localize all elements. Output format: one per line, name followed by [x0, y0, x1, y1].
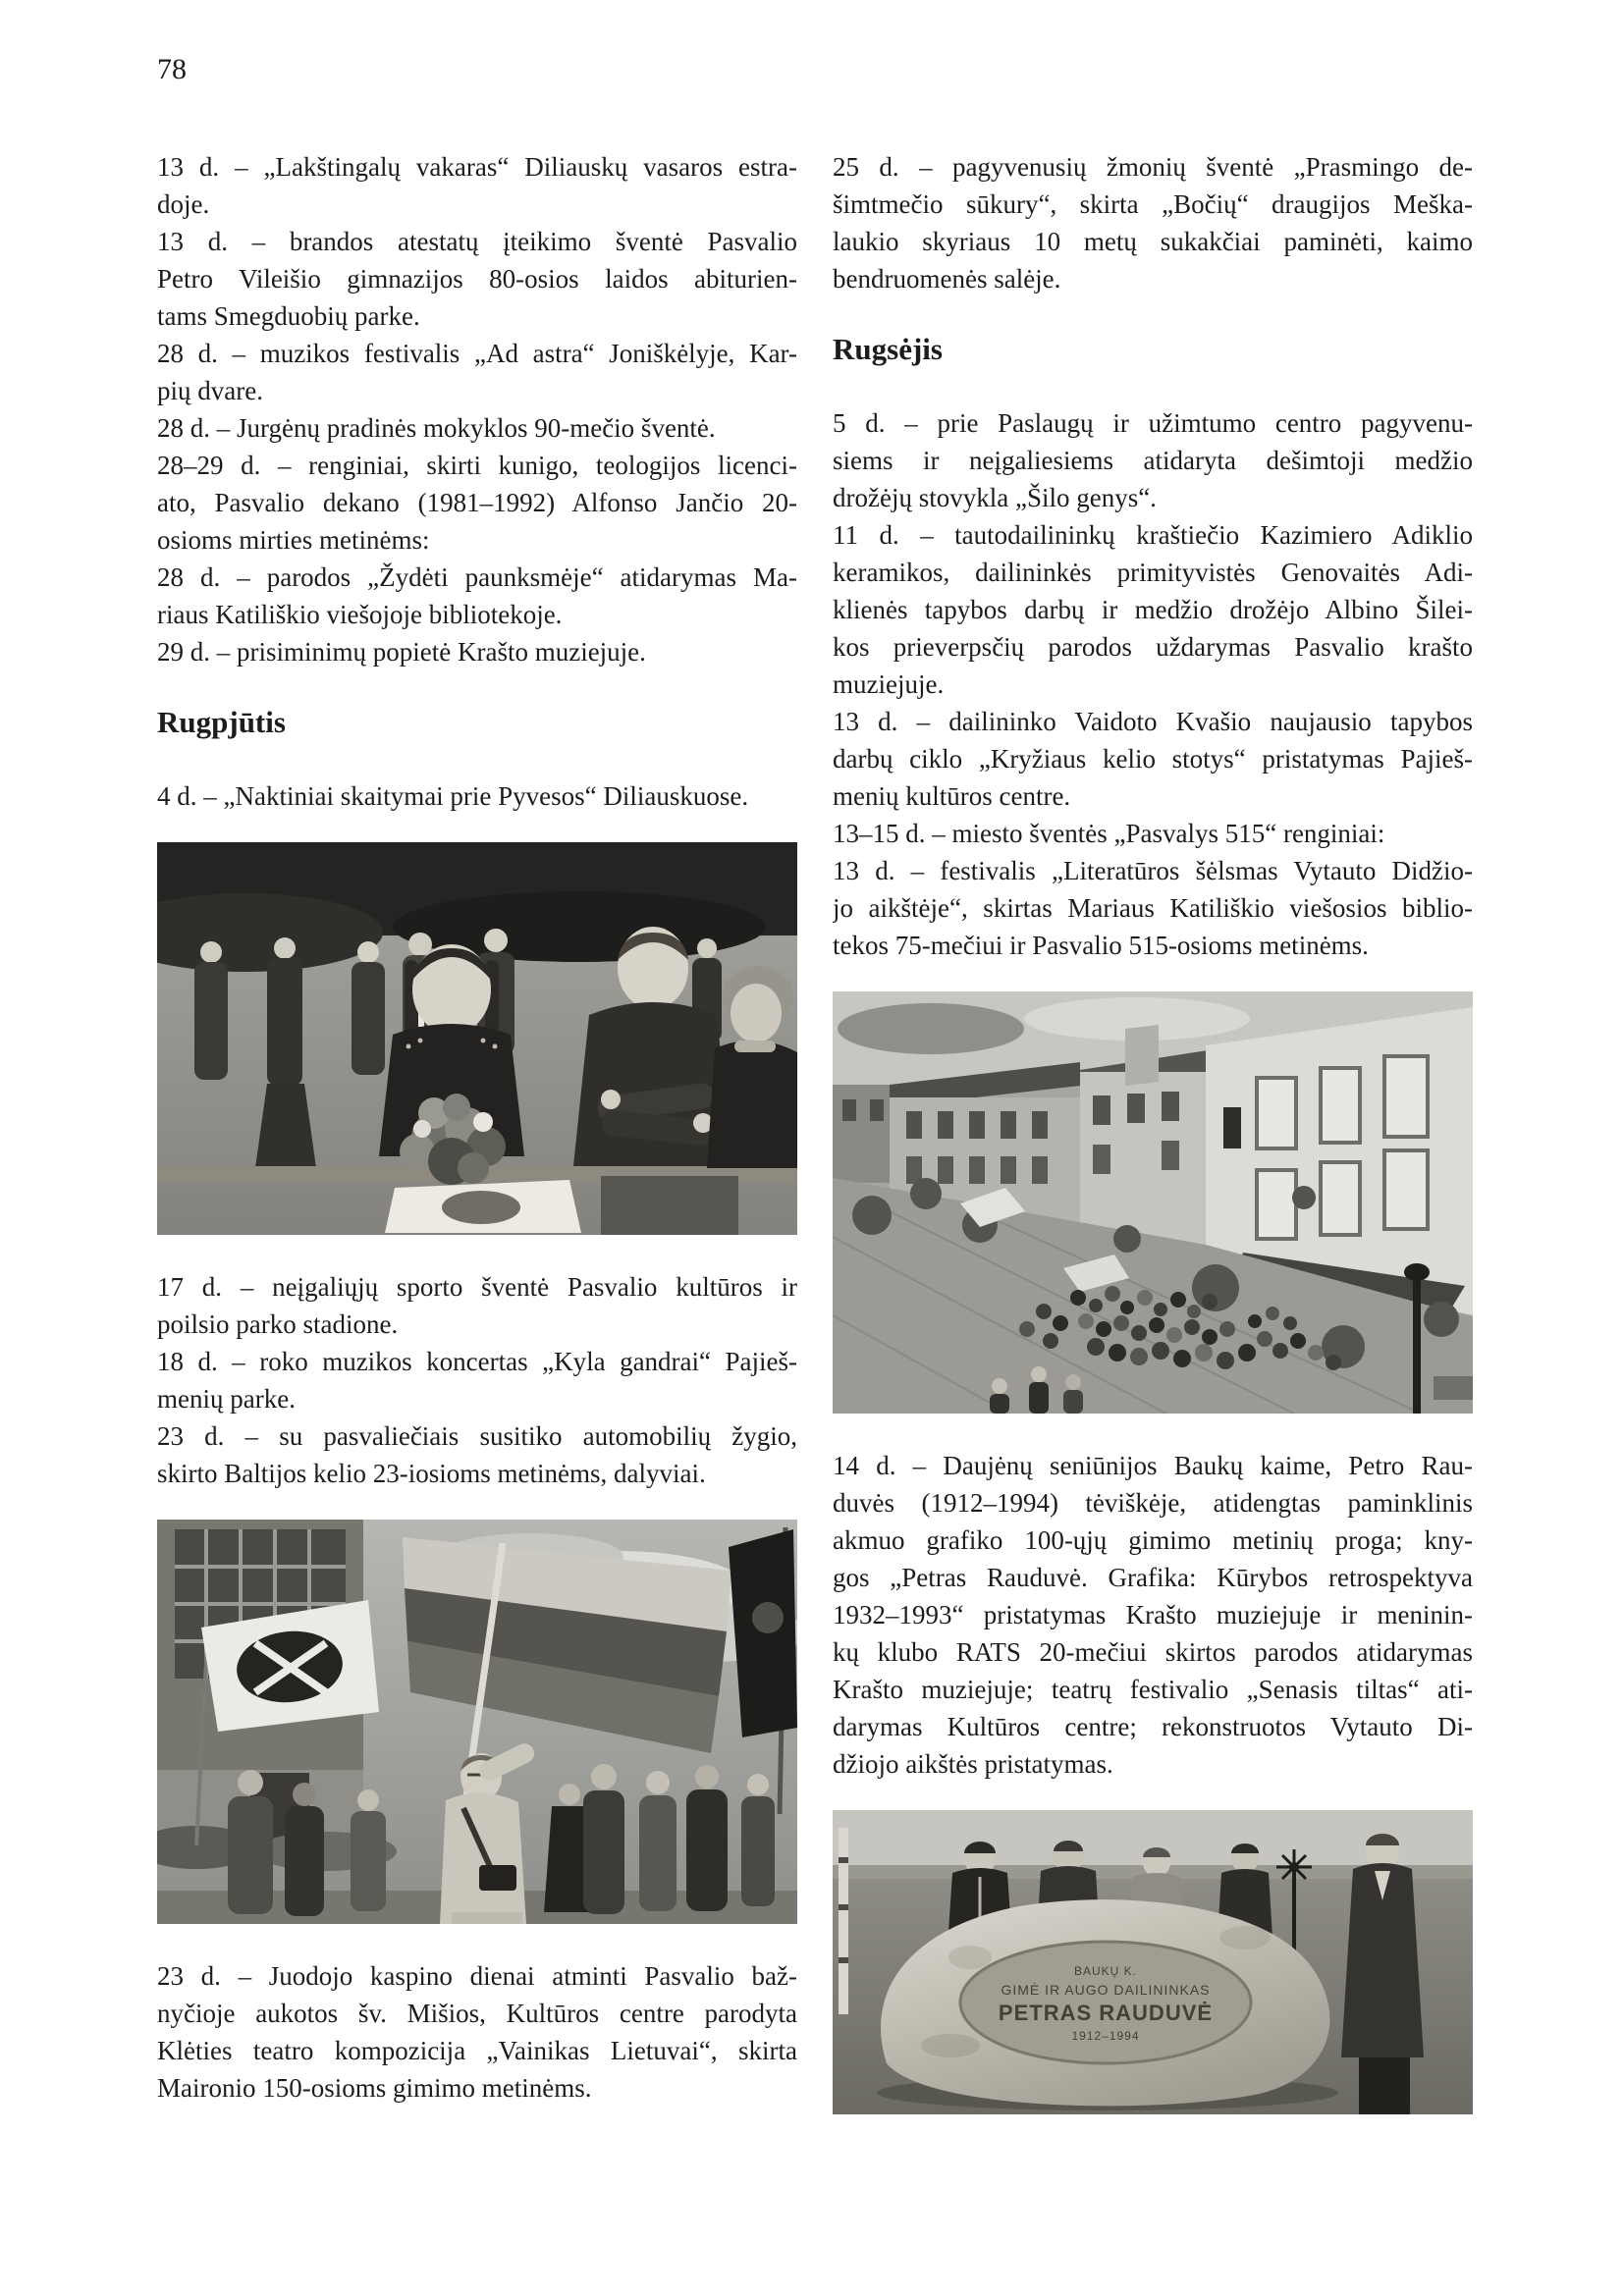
svg-text:GIMĖ IR AUGO DAILININKAS: GIMĖ IR AUGO DAILININKAS — [1001, 1982, 1211, 1998]
text-line: 13 d. – brandos atestatų įteikimo šventė Pasvalio — [157, 227, 797, 256]
text-line: muziejuje. — [833, 669, 945, 699]
page-number: 78 — [157, 53, 187, 85]
svg-text:BAUKŲ K.: BAUKŲ K. — [1073, 1964, 1138, 1978]
text-line: laukio skyriaus 10 metų sukakčiai paminėti, kaimo — [833, 227, 1473, 256]
photo-town-square — [833, 991, 1473, 1414]
text-line: 28 d. – muzikos festivalis „Ad astra“ Joniškėlyje, Kar- — [157, 339, 797, 368]
text-line: pių dvare. — [157, 376, 263, 405]
paragraph-august-opening — [157, 777, 797, 815]
text-line: darymas Kultūros centre; rekonstruotos Vytauto Di- — [833, 1712, 1473, 1741]
text-line: poilsio parko stadione. — [157, 1309, 399, 1339]
svg-text:PETRAS RAUDUVĖ: PETRAS RAUDUVĖ — [998, 2001, 1214, 2025]
text-line: tekos 75-mečiui ir Pasvalio 515-osioms metinėms. — [833, 931, 1369, 960]
text-line: klienės tapybos darbų ir medžio drožėjo Albino Šilei- — [833, 595, 1473, 624]
paragraph-august-events — [157, 1268, 797, 1492]
two-column-layout — [157, 148, 1473, 2114]
text-line: 17 d. – neįgaliųjų sporto šventė Pasvalio kultūros ir — [157, 1272, 797, 1302]
text-line: 5 d. – prie Paslaugų ir užimtumo centro pagyvenu- — [833, 408, 1473, 438]
paragraph-july-closing — [833, 148, 1473, 297]
text-line: darbų ciklo „Kryžiaus kelio stotys“ pristatymas Pajieš- — [833, 744, 1473, 774]
photo-town-square-illustration — [833, 991, 1473, 1414]
text-line: Krašto muziejuje; teatrų festivalio „Senasis tiltas“ ati- — [833, 1675, 1473, 1704]
text-line: menių parke. — [157, 1384, 296, 1414]
left-column — [157, 148, 797, 2114]
text-line: ato, Pasvalio dekano (1981–1992) Alfonso Jančio 20- — [157, 488, 797, 517]
text-line: 13 d. – „Lakštingalų vakaras“ Diliauskų vasaros estra- — [157, 152, 797, 182]
text-line: 11 d. – tautodailininkų kraštiečio Kazimiero Adiklio — [833, 520, 1473, 550]
text-line: bendruomenės salėje. — [833, 264, 1061, 294]
text-line: 23 d. – su pasvaliečiais susitiko automobilių žygio, — [157, 1421, 797, 1451]
text-line: drožėjų stovykla „Šilo genys“. — [833, 483, 1157, 512]
paragraph-august-closing — [157, 1957, 797, 2107]
text-line: siems ir neįgaliesiems atidaryta dešimtoji medžio — [833, 446, 1473, 475]
photo-memorial-stone-illustration — [833, 1810, 1473, 2114]
text-line: doje. — [157, 189, 210, 219]
text-line: 4 d. – „Naktiniai skaitymai prie Pyvesos“ Diliauskuose. — [157, 781, 749, 811]
text-line: jo aikštėje“, skirtas Mariaus Katiliškio viešosios biblio- — [833, 893, 1473, 923]
text-line: akmuo grafiko 100-ųjų gimimo metinių proga; kny- — [833, 1525, 1473, 1555]
text-line: kos prieverpsčių parodos uždarymas Pasvalio krašto — [833, 632, 1473, 662]
text-line: gos „Petras Rauduvė. Grafika: Kūrybos retrospektyva — [833, 1563, 1473, 1592]
text-line: džiojo aikštės pristatymas. — [833, 1749, 1113, 1779]
text-line: Maironio 150-osioms gimimo metinėms. — [157, 2073, 592, 2103]
photo-flags-rally — [157, 1520, 797, 1924]
heading-september: Rugsėjis — [833, 332, 943, 366]
photo-night-readings — [157, 842, 797, 1235]
text-line: 29 d. – prisiminimų popietė Krašto muziejuje. — [157, 637, 646, 667]
text-line: 23 d. – Juodojo kaspino dienai atminti Pasvalio baž- — [157, 1961, 797, 1991]
paragraph-september-closing — [833, 1447, 1473, 1783]
text-line: 13–15 d. – miesto šventės „Pasvalys 515“ renginiai: — [833, 819, 1385, 848]
text-line: 13 d. – dailininko Vaidoto Kvašio naujausio tapybos — [833, 707, 1473, 736]
text-line: skirto Baltijos kelio 23-iosioms metinėms, dalyviai. — [157, 1459, 706, 1488]
text-line: Klėties teatro kompozicija „Vainikas Lietuvai“, skirta — [157, 2036, 797, 2065]
text-line: 13 d. – festivalis „Literatūros šėlsmas Vytauto Didžio- — [833, 856, 1473, 885]
right-column — [833, 148, 1473, 2114]
text-line: kų klubo RATS 20-mečiui skirtos parodos atidarymas — [833, 1637, 1473, 1667]
text-line: nyčioje aukotos šv. Mišios, Kultūros centre parodyta — [157, 1999, 797, 2028]
text-line: riaus Katiliškio viešojoje bibliotekoje. — [157, 600, 563, 629]
svg-text:1912–1994: 1912–1994 — [1071, 2029, 1140, 2043]
text-line: duvės (1912–1994) tėviškėje, atidengtas paminklinis — [833, 1488, 1473, 1518]
text-line: keramikos, dailininkės primityvistės Genovaitės Adi- — [833, 558, 1473, 587]
text-line: menių kultūros centre. — [833, 781, 1071, 811]
photo-night-readings-illustration — [157, 842, 797, 1235]
heading-august: Rugpjūtis — [157, 705, 286, 739]
text-line: 25 d. – pagyvenusių žmonių šventė „Prasmingo de- — [833, 152, 1473, 182]
paragraph-july-events — [157, 148, 797, 670]
text-line: osioms mirties metinėms: — [157, 525, 430, 555]
text-line: 28 d. – Jurgėnų pradinės mokyklos 90-mečio šventė. — [157, 413, 716, 443]
text-line: 14 d. – Daujėnų seniūnijos Baukų kaime, Petro Rau- — [833, 1451, 1473, 1480]
text-line: Petro Vileišio gimnazijos 80-osios laidos abiturien- — [157, 264, 797, 294]
photo-memorial-stone — [833, 1810, 1473, 2114]
text-line: 28–29 d. – renginiai, skirti kunigo, teologijos licenci- — [157, 451, 797, 480]
photo-flags-rally-illustration — [157, 1520, 797, 1924]
text-line: 18 d. – roko muzikos koncertas „Kyla gandrai“ Pajieš- — [157, 1347, 797, 1376]
paragraph-september-events — [833, 404, 1473, 964]
text-line: 1932–1993“ pristatymas Krašto muziejuje ir meninin- — [833, 1600, 1473, 1629]
text-line: 28 d. – parodos „Žydėti paunksmėje“ atidarymas Ma- — [157, 562, 797, 592]
text-line: tams Smegduobių parke. — [157, 301, 420, 331]
text-line: šimtmečio sūkury“, skirta „Bočių“ draugijos Meška- — [833, 189, 1473, 219]
